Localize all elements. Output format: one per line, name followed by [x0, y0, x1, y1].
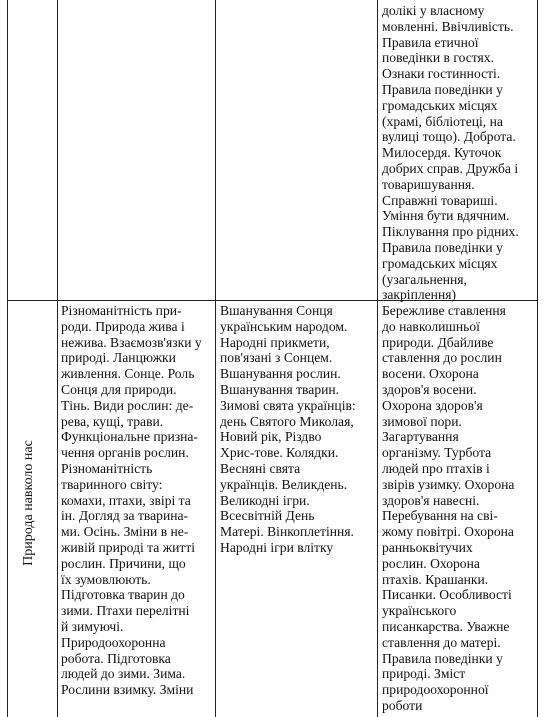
text-line: чення органів рослин.	[61, 445, 189, 461]
text-line: жому повітрі. Охорона	[382, 524, 514, 540]
text-line: Справжні товариші.	[382, 192, 498, 208]
table-border-left	[7, 0, 8, 717]
text-line: Хрис-тове. Колядки.	[220, 445, 339, 461]
text-line: Вшанування рослин.	[220, 366, 341, 382]
text-line: людей про птахів і	[382, 460, 490, 476]
section-title: Природа навколо нас	[21, 440, 36, 566]
text-line: рева, кущі, трави.	[61, 413, 164, 429]
text-line: ставлення до рослин	[382, 350, 502, 366]
table-divider-col3	[377, 0, 378, 717]
text-line: добрих справ. Дружба і	[382, 160, 519, 176]
text-line: товаришування.	[382, 176, 475, 192]
table-divider-col1	[57, 0, 58, 717]
text-line: ми. Осінь. Зміни в не-	[61, 524, 189, 540]
text-line: Охорона здоров'я	[382, 397, 483, 413]
text-line: Функціональне призна-	[61, 429, 198, 445]
text-line: Загартування	[382, 429, 459, 445]
text-line: Підготовка тварин до	[61, 587, 185, 603]
table-border-right	[537, 0, 538, 717]
text-line: Уміння бути вдячним.	[382, 208, 510, 224]
text-line: українським народом.	[220, 318, 348, 334]
text-line: Писанки. Особливості	[382, 587, 512, 603]
text-line: Великодні ігри.	[220, 492, 310, 508]
text-line: нежива. Взаємозв'язки у	[61, 334, 202, 350]
text-line: Всесвітній День	[220, 508, 315, 524]
text-line: рослин. Охорона	[382, 555, 480, 571]
text-line: Сонця для природи.	[61, 381, 177, 397]
text-line: організму. Турбота	[382, 445, 492, 461]
text-line: робота. Підготовка	[61, 650, 171, 666]
text-line: живій природі та житті	[61, 539, 196, 555]
text-line: природоохоронної	[382, 682, 489, 698]
text-line: комахи, птахи, звірі та	[61, 492, 191, 508]
row2-folk-traditions-cell	[220, 303, 376, 556]
text-line: пов'язані з Сонцем.	[220, 350, 333, 366]
text-line: живлення. Сонце. Роль	[61, 366, 195, 382]
text-line: (узагальнення,	[382, 271, 467, 287]
text-line: здоров'я восени.	[382, 381, 477, 397]
text-line: Правила поведінки у	[382, 650, 503, 666]
text-line: Бережливе ставлення	[382, 303, 506, 318]
text-line: (храмі, бібліотеці, на	[382, 113, 503, 129]
text-line: їх зумовлюють.	[61, 571, 151, 587]
text-line: ранньоквітучих	[382, 539, 473, 555]
text-line: зимової пори.	[382, 413, 462, 429]
text-line: Вшанування тварин.	[220, 381, 340, 397]
text-line: людей до зими. Зима.	[61, 666, 186, 682]
text-line: рослин. Причини, що	[61, 555, 186, 571]
text-line: громадських місцях	[382, 255, 498, 271]
text-line: долікі у власному	[382, 3, 485, 18]
text-line: ставлення до матері.	[382, 634, 501, 650]
text-line: звірів узимку. Охорона	[382, 476, 515, 492]
text-line: громадських місцях	[382, 97, 498, 113]
text-line: мовленні. Ввічливість.	[382, 18, 514, 34]
text-line: зими. Птахи перелітні	[61, 603, 190, 619]
text-line: українського	[382, 603, 457, 619]
text-line: Весняні свята	[220, 460, 301, 476]
text-line: птахів. Крашанки.	[382, 571, 489, 587]
text-line: тваринного світу:	[61, 476, 163, 492]
text-line: Зимові свята українців:	[220, 397, 356, 413]
text-line: Новий рік, Різдво	[220, 429, 322, 445]
text-line: Правила етичної	[382, 34, 479, 50]
text-line: ін. Догляд за тварина-	[61, 508, 189, 524]
text-line: Правила поведінки у	[382, 239, 503, 255]
text-line: здоров'я навесні.	[382, 492, 480, 508]
text-line: Вшанування Сонця	[220, 303, 333, 318]
row2-values-cell	[382, 303, 535, 714]
row1-values-cell	[382, 3, 535, 303]
text-line: день Святого Миколая,	[220, 413, 354, 429]
text-line: писанкарства. Уважне	[382, 618, 510, 634]
row2-topics-cell	[61, 303, 214, 698]
text-line: природі. Зміст	[382, 666, 466, 682]
text-line: природі. Ланцюжки	[61, 350, 176, 366]
text-line: Правила поведінки у	[382, 81, 503, 97]
text-line: й зимуючі.	[61, 618, 124, 634]
text-line: роботи	[382, 697, 423, 713]
text-line: Тінь. Види рослин: де-	[61, 397, 194, 413]
text-line: восени. Охорона	[382, 366, 479, 382]
text-line: роди. Природа жива і	[61, 318, 185, 334]
text-line: Піклування про рідних.	[382, 224, 519, 240]
text-line: Різноманітність при-	[61, 303, 182, 318]
text-line: поведінки в гостях.	[382, 50, 494, 66]
text-line: Ознаки гостинності.	[382, 66, 501, 82]
text-line: Природоохоронна	[61, 634, 166, 650]
text-line: Народні ігри влітку	[220, 539, 334, 555]
table-divider-col2	[215, 0, 216, 717]
text-line: Милосердя. Куточок	[382, 145, 502, 161]
text-line: вулиці тощо). Доброта.	[382, 129, 516, 145]
text-line: Перебування на сві-	[382, 508, 498, 524]
text-line: закріплення)	[382, 287, 457, 303]
text-line: Народні прикмети,	[220, 334, 330, 350]
text-line: українців. Великдень.	[220, 476, 348, 492]
text-line: природи. Дбайливе	[382, 334, 494, 350]
text-line: Рослини взимку. Зміни	[61, 682, 194, 698]
text-line: Різноманітність	[61, 460, 153, 476]
text-line: Матері. Вінкоплетіння.	[220, 524, 354, 540]
text-line: до навколишньої	[382, 318, 480, 334]
